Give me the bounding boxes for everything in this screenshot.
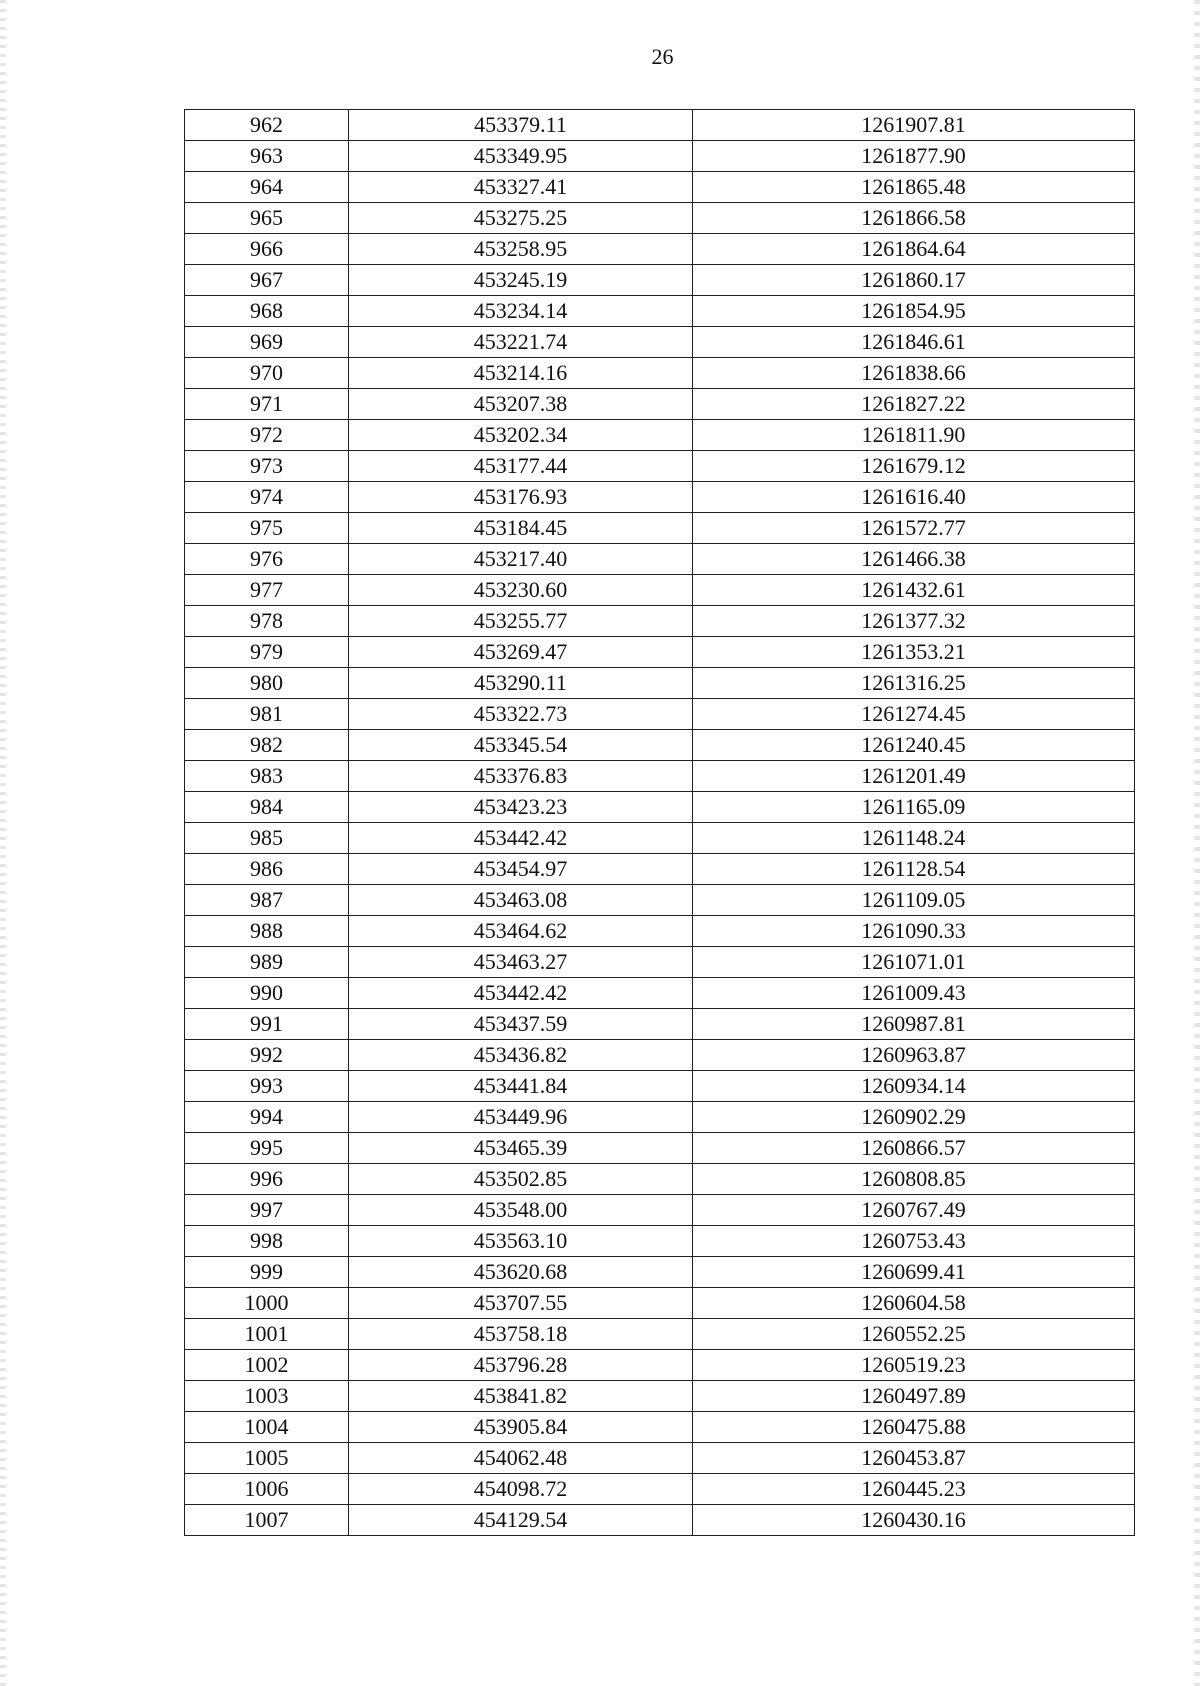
- x-coordinate-cell: 453441.84: [349, 1071, 693, 1102]
- point-number-cell: 978: [185, 606, 349, 637]
- x-coordinate-cell: 453349.95: [349, 141, 693, 172]
- y-coordinate-cell: 1261466.38: [693, 544, 1135, 575]
- y-coordinate-cell: 1260604.58: [693, 1288, 1135, 1319]
- point-number-cell: 970: [185, 358, 349, 389]
- table-row: [185, 1505, 1135, 1536]
- y-coordinate-cell: 1261090.33: [693, 916, 1135, 947]
- table-row: [185, 451, 1135, 482]
- y-coordinate-cell: 1260866.57: [693, 1133, 1135, 1164]
- point-number-cell: 988: [185, 916, 349, 947]
- y-coordinate-cell: 1261274.45: [693, 699, 1135, 730]
- point-number-cell: 982: [185, 730, 349, 761]
- x-coordinate-cell: 453327.41: [349, 172, 693, 203]
- point-number-cell: 973: [185, 451, 349, 482]
- x-coordinate-cell: 453905.84: [349, 1412, 693, 1443]
- y-coordinate-cell: 1260987.81: [693, 1009, 1135, 1040]
- table-row: [185, 513, 1135, 544]
- x-coordinate-cell: 453465.39: [349, 1133, 693, 1164]
- x-coordinate-cell: 453221.74: [349, 327, 693, 358]
- table-row: [185, 110, 1135, 141]
- table-row: [185, 1288, 1135, 1319]
- x-coordinate-cell: 453464.62: [349, 916, 693, 947]
- table-row: [185, 1412, 1135, 1443]
- y-coordinate-cell: 1261240.45: [693, 730, 1135, 761]
- y-coordinate-cell: 1261353.21: [693, 637, 1135, 668]
- x-coordinate-cell: 453184.45: [349, 513, 693, 544]
- point-number-cell: 993: [185, 1071, 349, 1102]
- table-row: [185, 1474, 1135, 1505]
- x-coordinate-cell: 453176.93: [349, 482, 693, 513]
- table-row: [185, 1102, 1135, 1133]
- point-number-cell: 965: [185, 203, 349, 234]
- x-coordinate-cell: 453255.77: [349, 606, 693, 637]
- page-number-container: [0, 44, 1200, 70]
- table-row: [185, 141, 1135, 172]
- y-coordinate-cell: 1260430.16: [693, 1505, 1135, 1536]
- y-coordinate-cell: 1261811.90: [693, 420, 1135, 451]
- y-coordinate-cell: 1260445.23: [693, 1474, 1135, 1505]
- point-number-cell: 971: [185, 389, 349, 420]
- point-number-cell: 984: [185, 792, 349, 823]
- point-number-cell: 996: [185, 1164, 349, 1195]
- y-coordinate-cell: 1261860.17: [693, 265, 1135, 296]
- point-number-cell: 994: [185, 1102, 349, 1133]
- table-row: [185, 1164, 1135, 1195]
- table-row: [185, 575, 1135, 606]
- y-coordinate-cell: 1261877.90: [693, 141, 1135, 172]
- x-coordinate-cell: 453379.11: [349, 110, 693, 141]
- y-coordinate-cell: 1261572.77: [693, 513, 1135, 544]
- y-coordinate-cell: 1260497.89: [693, 1381, 1135, 1412]
- x-coordinate-cell: 453214.16: [349, 358, 693, 389]
- y-coordinate-cell: 1261165.09: [693, 792, 1135, 823]
- y-coordinate-cell: 1260934.14: [693, 1071, 1135, 1102]
- y-coordinate-cell: 1260963.87: [693, 1040, 1135, 1071]
- point-number-cell: 992: [185, 1040, 349, 1071]
- y-coordinate-cell: 1261316.25: [693, 668, 1135, 699]
- point-number-cell: 967: [185, 265, 349, 296]
- point-number-cell: 1007: [185, 1505, 349, 1536]
- table-row: [185, 296, 1135, 327]
- point-number-cell: 964: [185, 172, 349, 203]
- table-row: [185, 1133, 1135, 1164]
- point-number-cell: 986: [185, 854, 349, 885]
- x-coordinate-cell: 453423.23: [349, 792, 693, 823]
- x-coordinate-cell: 453245.19: [349, 265, 693, 296]
- x-coordinate-cell: 453376.83: [349, 761, 693, 792]
- table-row: [185, 1009, 1135, 1040]
- y-coordinate-cell: 1260808.85: [693, 1164, 1135, 1195]
- table-row: [185, 1443, 1135, 1474]
- point-number-cell: 1002: [185, 1350, 349, 1381]
- point-number-cell: 997: [185, 1195, 349, 1226]
- table-row: [185, 637, 1135, 668]
- table-row: [185, 234, 1135, 265]
- y-coordinate-cell: 1261616.40: [693, 482, 1135, 513]
- y-coordinate-cell: 1261009.43: [693, 978, 1135, 1009]
- y-coordinate-cell: 1261854.95: [693, 296, 1135, 327]
- y-coordinate-cell: 1261838.66: [693, 358, 1135, 389]
- scan-edge-right: [1194, 0, 1200, 1686]
- y-coordinate-cell: 1260753.43: [693, 1226, 1135, 1257]
- y-coordinate-cell: 1261907.81: [693, 110, 1135, 141]
- y-coordinate-cell: 1261071.01: [693, 947, 1135, 978]
- x-coordinate-cell: 453707.55: [349, 1288, 693, 1319]
- point-number-cell: 989: [185, 947, 349, 978]
- y-coordinate-cell: 1260475.88: [693, 1412, 1135, 1443]
- point-number-cell: 979: [185, 637, 349, 668]
- y-coordinate-cell: 1261865.48: [693, 172, 1135, 203]
- point-number-cell: 976: [185, 544, 349, 575]
- y-coordinate-cell: 1261109.05: [693, 885, 1135, 916]
- x-coordinate-cell: 453502.85: [349, 1164, 693, 1195]
- point-number-cell: 962: [185, 110, 349, 141]
- table-row: [185, 606, 1135, 637]
- x-coordinate-cell: 453177.44: [349, 451, 693, 482]
- table-row: [185, 916, 1135, 947]
- point-number-cell: 987: [185, 885, 349, 916]
- table-row: [185, 389, 1135, 420]
- point-number-cell: 1000: [185, 1288, 349, 1319]
- y-coordinate-cell: 1260699.41: [693, 1257, 1135, 1288]
- point-number-cell: 998: [185, 1226, 349, 1257]
- x-coordinate-cell: 453345.54: [349, 730, 693, 761]
- y-coordinate-cell: 1260552.25: [693, 1319, 1135, 1350]
- x-coordinate-cell: 453449.96: [349, 1102, 693, 1133]
- coordinate-table-body: [185, 110, 1135, 1536]
- table-row: [185, 854, 1135, 885]
- x-coordinate-cell: 453436.82: [349, 1040, 693, 1071]
- y-coordinate-cell: 1261148.24: [693, 823, 1135, 854]
- x-coordinate-cell: 453202.34: [349, 420, 693, 451]
- table-row: [185, 730, 1135, 761]
- point-number-cell: 975: [185, 513, 349, 544]
- page-number: 26: [651, 44, 674, 69]
- y-coordinate-cell: 1261201.49: [693, 761, 1135, 792]
- table-row: [185, 1319, 1135, 1350]
- x-coordinate-cell: 453275.25: [349, 203, 693, 234]
- point-number-cell: 983: [185, 761, 349, 792]
- table-row: [185, 761, 1135, 792]
- x-coordinate-cell: 453269.47: [349, 637, 693, 668]
- point-number-cell: 985: [185, 823, 349, 854]
- x-coordinate-cell: 453454.97: [349, 854, 693, 885]
- table-row: [185, 1381, 1135, 1412]
- table-row: [185, 1257, 1135, 1288]
- x-coordinate-cell: 453796.28: [349, 1350, 693, 1381]
- x-coordinate-cell: 454129.54: [349, 1505, 693, 1536]
- x-coordinate-cell: 453563.10: [349, 1226, 693, 1257]
- table-row: [185, 947, 1135, 978]
- table-row: [185, 978, 1135, 1009]
- table-row: [185, 823, 1135, 854]
- y-coordinate-cell: 1261846.61: [693, 327, 1135, 358]
- point-number-cell: 990: [185, 978, 349, 1009]
- x-coordinate-cell: 453841.82: [349, 1381, 693, 1412]
- x-coordinate-cell: 453258.95: [349, 234, 693, 265]
- point-number-cell: 995: [185, 1133, 349, 1164]
- point-number-cell: 963: [185, 141, 349, 172]
- point-number-cell: 969: [185, 327, 349, 358]
- table-row: [185, 1195, 1135, 1226]
- table-row: [185, 1071, 1135, 1102]
- y-coordinate-cell: 1261866.58: [693, 203, 1135, 234]
- x-coordinate-cell: 453548.00: [349, 1195, 693, 1226]
- table-row: [185, 885, 1135, 916]
- x-coordinate-cell: 453290.11: [349, 668, 693, 699]
- point-number-cell: 1005: [185, 1443, 349, 1474]
- y-coordinate-cell: 1261128.54: [693, 854, 1135, 885]
- y-coordinate-cell: 1260453.87: [693, 1443, 1135, 1474]
- point-number-cell: 1006: [185, 1474, 349, 1505]
- x-coordinate-cell: 454062.48: [349, 1443, 693, 1474]
- x-coordinate-cell: 453437.59: [349, 1009, 693, 1040]
- y-coordinate-cell: 1261432.61: [693, 575, 1135, 606]
- x-coordinate-cell: 453207.38: [349, 389, 693, 420]
- scan-edge-left: [0, 0, 6, 1686]
- x-coordinate-cell: 453322.73: [349, 699, 693, 730]
- y-coordinate-cell: 1261377.32: [693, 606, 1135, 637]
- table-row: [185, 1226, 1135, 1257]
- x-coordinate-cell: 453620.68: [349, 1257, 693, 1288]
- table-row: [185, 699, 1135, 730]
- coordinate-table: [184, 109, 1135, 1536]
- point-number-cell: 966: [185, 234, 349, 265]
- table-row: [185, 1350, 1135, 1381]
- point-number-cell: 991: [185, 1009, 349, 1040]
- table-row: [185, 420, 1135, 451]
- table-row: [185, 265, 1135, 296]
- y-coordinate-cell: 1261864.64: [693, 234, 1135, 265]
- x-coordinate-cell: 453217.40: [349, 544, 693, 575]
- x-coordinate-cell: 454098.72: [349, 1474, 693, 1505]
- x-coordinate-cell: 453442.42: [349, 978, 693, 1009]
- table-row: [185, 544, 1135, 575]
- table-row: [185, 203, 1135, 234]
- y-coordinate-cell: 1261827.22: [693, 389, 1135, 420]
- point-number-cell: 981: [185, 699, 349, 730]
- point-number-cell: 968: [185, 296, 349, 327]
- x-coordinate-cell: 453234.14: [349, 296, 693, 327]
- x-coordinate-cell: 453463.08: [349, 885, 693, 916]
- x-coordinate-cell: 453230.60: [349, 575, 693, 606]
- point-number-cell: 974: [185, 482, 349, 513]
- y-coordinate-cell: 1260519.23: [693, 1350, 1135, 1381]
- x-coordinate-cell: 453442.42: [349, 823, 693, 854]
- point-number-cell: 1004: [185, 1412, 349, 1443]
- y-coordinate-cell: 1260767.49: [693, 1195, 1135, 1226]
- table-row: [185, 358, 1135, 389]
- point-number-cell: 980: [185, 668, 349, 699]
- y-coordinate-cell: 1260902.29: [693, 1102, 1135, 1133]
- point-number-cell: 972: [185, 420, 349, 451]
- table-row: [185, 172, 1135, 203]
- table-row: [185, 1040, 1135, 1071]
- table-row: [185, 482, 1135, 513]
- table-row: [185, 668, 1135, 699]
- x-coordinate-cell: 453758.18: [349, 1319, 693, 1350]
- table-row: [185, 792, 1135, 823]
- y-coordinate-cell: 1261679.12: [693, 451, 1135, 482]
- point-number-cell: 977: [185, 575, 349, 606]
- point-number-cell: 999: [185, 1257, 349, 1288]
- table-row: [185, 327, 1135, 358]
- point-number-cell: 1001: [185, 1319, 349, 1350]
- x-coordinate-cell: 453463.27: [349, 947, 693, 978]
- point-number-cell: 1003: [185, 1381, 349, 1412]
